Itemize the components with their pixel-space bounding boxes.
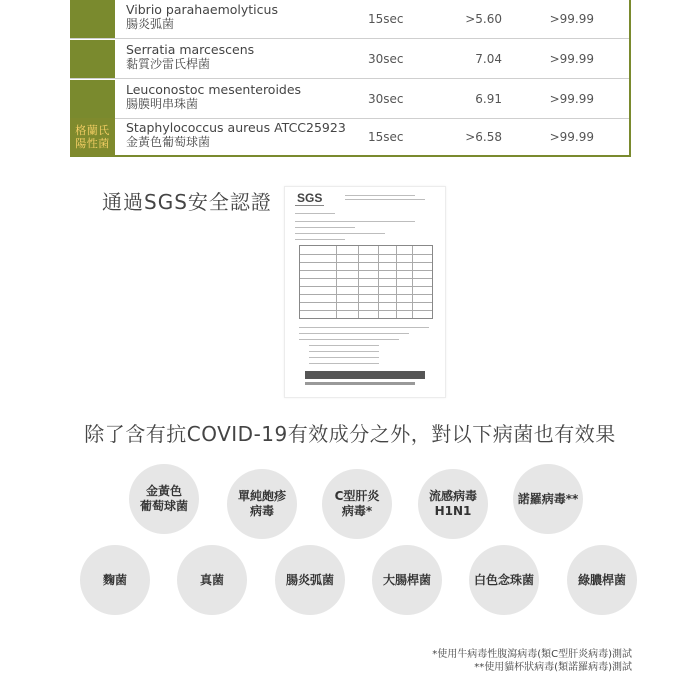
group-cell <box>70 80 115 118</box>
sgs-report-image <box>284 186 446 398</box>
pathogen-label: 大腸桿菌 <box>382 572 431 587</box>
contact-time: 15sec <box>368 130 404 144</box>
pathogen-bubble <box>418 469 488 539</box>
log-reduction: 7.04 <box>475 52 502 66</box>
bacteria-name-zh: 金黃色葡萄球菌 <box>126 135 211 149</box>
bacteria-name-en: Leuconostoc mesenteroides <box>126 82 302 97</box>
bacteria-name-zh: 腸炎弧菌 <box>126 17 175 31</box>
bacteria-name-zh: 黏質沙雷氏桿菌 <box>126 57 211 71</box>
bacteria-name <box>126 83 301 111</box>
bacteria-name-en: Staphylococcus aureus ATCC25923 <box>126 120 346 135</box>
effects-heading: 除了含有抗COVID-19有效成分之外，對以下病菌也有效果 <box>84 422 616 446</box>
pathogen-bubble <box>129 464 199 534</box>
pathogen-label: C型肝炎 病毒* <box>334 489 380 518</box>
bacteria-name-zh: 腸膜明串珠菌 <box>126 97 199 111</box>
footnote-1: *使用牛病毒性腹瀉病毒(類C型肝炎病毒)測試 <box>432 649 632 660</box>
pathogen-bubble <box>227 469 297 539</box>
log-reduction: >5.60 <box>465 12 502 26</box>
pathogen-bubble <box>177 545 247 615</box>
reduction-rate: >99.99 <box>549 92 594 106</box>
table-row <box>70 118 629 156</box>
contact-time: 30sec <box>368 92 404 106</box>
bacteria-name <box>126 3 278 31</box>
results-table <box>70 0 631 157</box>
pathogen-bubble <box>567 545 637 615</box>
table-row <box>70 40 629 79</box>
pathogen-bubble <box>80 545 150 615</box>
table-row <box>70 80 629 119</box>
contact-time: 30sec <box>368 52 404 66</box>
bacteria-name-en: Vibrio parahaemolyticus <box>126 2 278 17</box>
log-reduction: 6.91 <box>475 92 502 106</box>
report-table-graphic <box>299 245 433 319</box>
reduction-rate: >99.99 <box>549 12 594 26</box>
group-label-gram-positive: 格蘭氏 陽性菌 <box>75 124 110 150</box>
pathogen-label: 諾羅病毒** <box>517 491 579 506</box>
pathogen-bubble <box>513 464 583 534</box>
footnotes <box>432 648 632 674</box>
group-cell <box>70 0 115 38</box>
reduction-rate: >99.99 <box>549 52 594 66</box>
footnote-2: **使用貓杯狀病毒(類諾羅病毒)測試 <box>474 662 632 673</box>
bacteria-name-en: Serratia marcescens <box>126 42 255 57</box>
pathogen-bubble <box>372 545 442 615</box>
sgs-logo: SGS <box>297 191 323 205</box>
bacteria-name <box>126 121 346 149</box>
pathogen-label: 真菌 <box>199 572 224 587</box>
pathogen-bubble <box>469 545 539 615</box>
bacteria-name <box>126 43 254 71</box>
reduction-rate: >99.99 <box>549 130 594 144</box>
pathogen-label: 麴菌 <box>102 572 127 587</box>
sgs-certification-title: 通過SGS安全認證 <box>102 190 272 214</box>
table-row <box>70 0 629 39</box>
group-cell <box>70 118 115 156</box>
pathogen-bubble <box>322 469 392 539</box>
pathogen-bubble <box>275 545 345 615</box>
pathogen-label: 金黃色 葡萄球菌 <box>139 484 188 513</box>
contact-time: 15sec <box>368 12 404 26</box>
pathogen-label: 白色念珠菌 <box>473 572 534 587</box>
group-cell <box>70 40 115 78</box>
log-reduction: >6.58 <box>465 130 502 144</box>
pathogen-label: 腸炎弧菌 <box>285 572 334 587</box>
pathogen-label: 綠膿桿菌 <box>577 572 626 587</box>
pathogen-label: 單純皰疹 病毒 <box>237 489 286 518</box>
pathogen-label: 流感病毒 H1N1 <box>428 489 477 518</box>
